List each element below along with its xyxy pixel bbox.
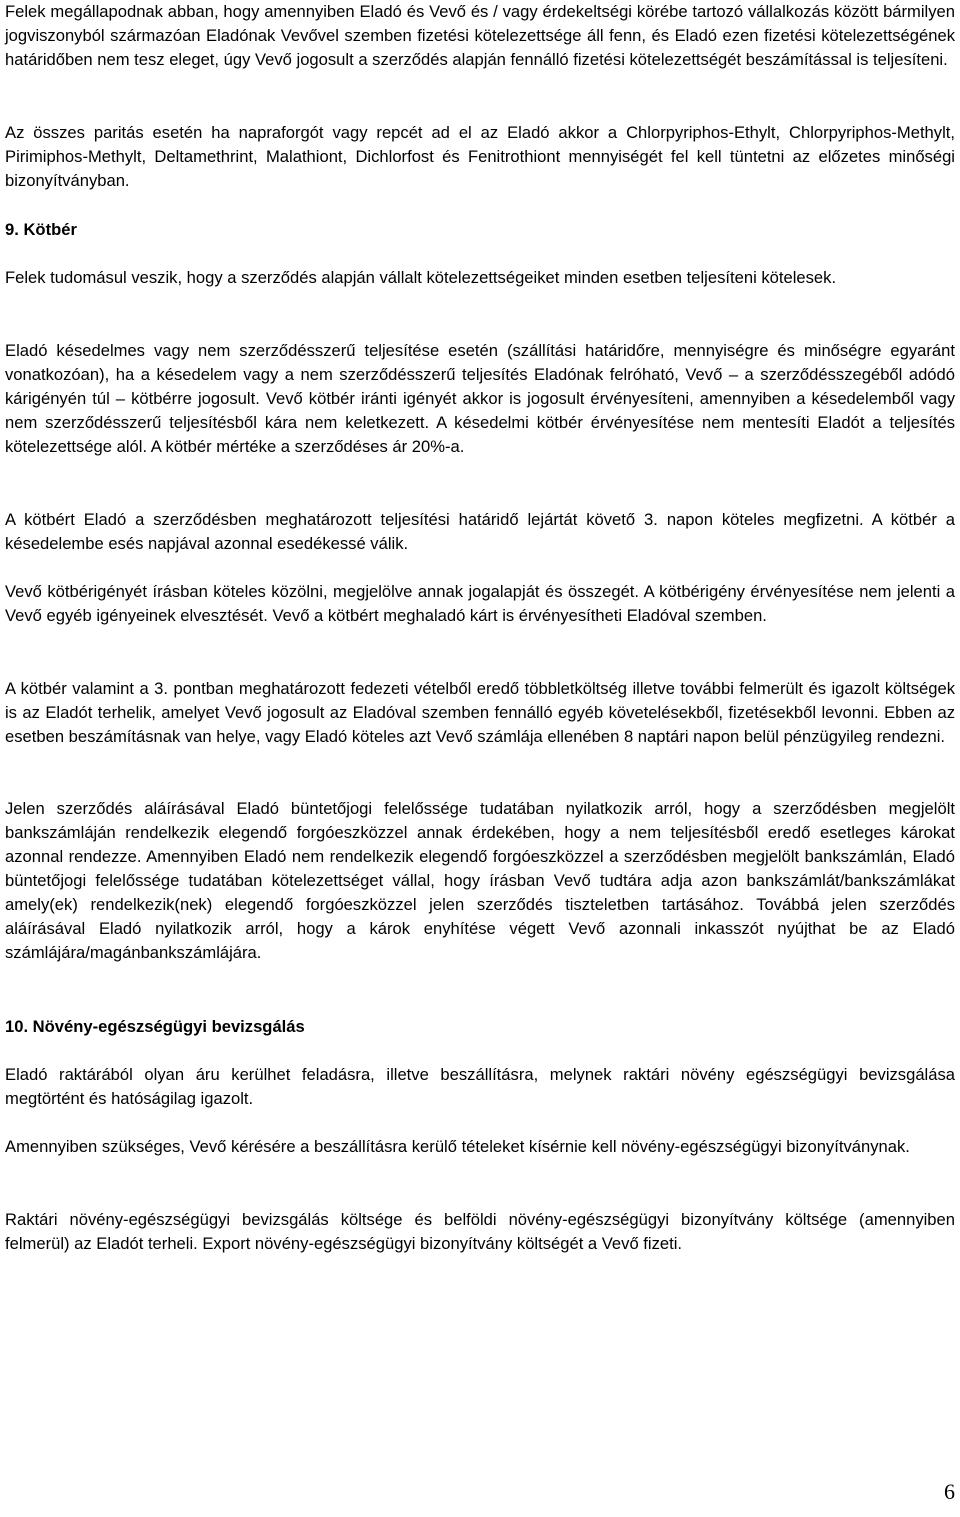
paragraph-setoff: Felek megállapodnak abban, hogy amennyiben Eladó és Vevő és / vagy érdekeltségi körébe tartozó vállalkozás között bármilyen jogviszonyból származóan Eladónak Vevővel szemben fizetési kötelezettsége áll fenn, és Eladó ezen fizetési kötelezettségének határidőben nem tesz eleget, úgy Vevő jogosult a szerződés alapján fennálló fizetési kötelezettségét beszámítással is teljesíteni. <box>5 2 955 69</box>
section-heading-novenyegeszsegugy: 10. Növény-egészségügyi bevizsgálás <box>5 1017 305 1036</box>
paragraph-kotber-2: Eladó késedelmes vagy nem szerződésszerű teljesítése esetén (szállítási határidőre, mennyiségre és minőségre egyaránt vonatkozóan), ha a késedelem vagy a nem szerződésszerű teljesítés Eladónak felróható, Vevő – a szerződésszegéből adódó kárigényén túl – kötbérre jogosult. Vevő kötbér iránti igényét akkor is jogosult érvényesíteni, amennyiben a késedelemből vagy nem szerződésszerű teljesítésből kára nem keletkezett. A késedelmi kötbér érvényesítése nem mentesíti Eladót a teljesítés kötelezettsége alól. A kötbér mértéke a szerződéses ár 20%-a. <box>5 341 955 456</box>
paragraph-pesticides: Az összes paritás esetén ha napraforgót vagy repcét ad el az Eladó akkor a Chlorpyriphos-Ethylt, Chlorpyriphos-Methylt, Pirimiphos-Methylt, Deltamethrint, Malathiont, Dichlorfost és Fenitrothiont mennyiségét fel kell tüntetni az előzetes minőségi bizonyítványban. <box>5 123 955 190</box>
section-heading-kotber: 9. Kötbér <box>5 220 77 239</box>
paragraph-kotber-3: A kötbért Eladó a szerződésben meghatározott teljesítési határidő lejártát követő 3. napon köteles megfizetni. A kötbér a késedelembe esés napjával azonnal esedékessé válik. <box>5 510 955 553</box>
paragraph-kotber-1: Felek tudomásul veszik, hogy a szerződés alapján vállalt kötelezettségeiket minden esetben teljesíteni kötelesek. <box>5 268 837 287</box>
paragraph-noveny-1: Eladó raktárából olyan áru kerülhet feladásra, illetve beszállításra, melynek raktári növény egészségügyi bevizsgálása megtörtént és hatóságilag igazolt. <box>5 1065 955 1108</box>
paragraph-kotber-4: Vevő kötbérigényét írásban köteles közölni, megjelölve annak jogalapját és összegét. A kötbérigény érvényesítése nem jelenti a Vevő egyéb igényeinek elvesztését. Vevő a kötbért meghaladó kárt is érvényesítheti Eladóval szemben. <box>5 582 955 625</box>
paragraph-noveny-2: Amennyiben szükséges, Vevő kérésére a beszállításra kerülő tételeket kísérnie kell növény-egészségügyi bizonyítványnak. <box>5 1137 910 1156</box>
paragraph-kotber-5: A kötbér valamint a 3. pontban meghatározott fedezeti vételből eredő többletköltség illetve további felmerült és igazolt költségek is az Eladót terhelik, amelyet Vevő jogosult az Eladóval szemben fennálló egyéb követelésekből, fizetésekből levonni. Ebben az esetben beszámításnak van helye, vagy Eladó köteles azt Vevő számlája ellenében 8 naptári napon belül pénzügyileg rendezni. <box>5 679 955 746</box>
paragraph-kotber-6: Jelen szerződés aláírásával Eladó büntetőjogi felelőssége tudatában nyilatkozik arról, hogy a szerződésben megjelölt bankszámláján rendelkezik elegendő forgóeszközzel annak érdekében, hogy a nem teljesítésből eredő esetleges károkat azonnal rendezze. Amennyiben Eladó nem rendelkezik elegendő forgóeszközzel a szerződésben megjelölt bankszámlán, Eladó büntetőjogi felelőssége tudatában kötelezettséget vállal, hogy írásban Vevő tudtára adja azon bankszámlát/bankszámlákat amely(ek) rendelkezik(nek) elegendő forgóeszközzel jelen szerződés tiszteletben tartásához. Továbbá jelen szerződés aláírásával Eladó nyilatkozik arról, hogy a károk enyhítése végett Vevő azonnali inkasszót nyújthat be az Eladó számlájára/magánbankszámlájára. <box>5 799 955 962</box>
page-number: 6 <box>944 1479 955 1504</box>
paragraph-noveny-3: Raktári növény-egészségügyi bevizsgálás költsége és belföldi növény-egészségügyi bizonyítvány költsége (amennyiben felmerül) az Eladót terheli. Export növény-egészségügyi bizonyítvány költségét a Vevő fizeti. <box>5 1210 955 1253</box>
